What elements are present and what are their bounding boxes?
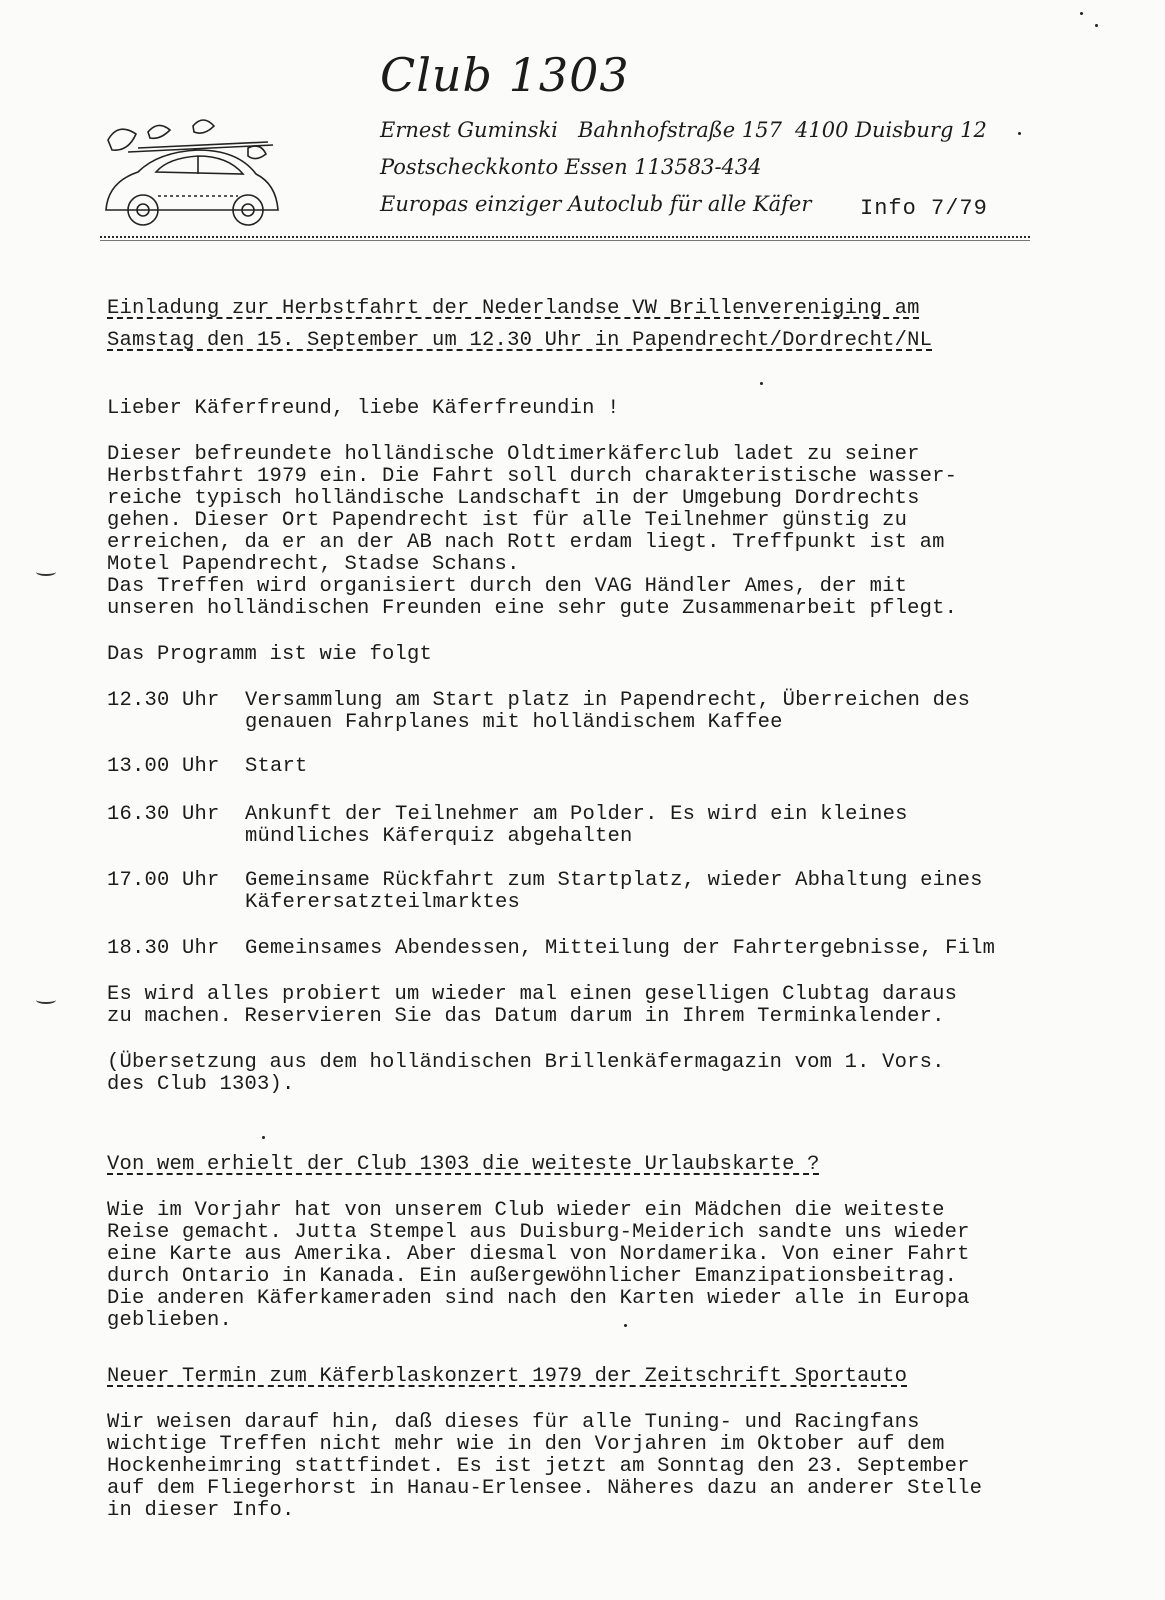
article1-heading-line1: Einladung zur Herbstfahrt der Nederlandse VW Brillenvereniging am [107, 297, 920, 320]
text-line: wichtige Treffen nicht mehr wie in den Vorjahren im Oktober auf dem [107, 1433, 945, 1456]
translation-note [107, 1052, 945, 1096]
program-intro: Das Programm ist wie folgt [107, 643, 433, 666]
article1-heading-line2: Samstag den 15. September um 12.30 Uhr in Papendrecht/Dordrecht/NL [107, 329, 933, 352]
text-line: Es wird alles probiert um wieder mal einen geselligen Clubtag daraus [107, 983, 958, 1006]
program-desc: genauen Fahrplanes mit holländischem Kaffee [245, 711, 783, 734]
text-line: des Club 1303). [107, 1073, 295, 1096]
program-desc: Gemeinsame Rückfahrt zum Startplatz, wieder Abhaltung eines [245, 869, 983, 892]
article1-closing [107, 984, 957, 1028]
text-line: erreichen, da er an der AB nach Rott erdam liegt. Treffpunkt ist am [107, 531, 945, 554]
text-line: gehen. Dieser Ort Papendrecht ist für alle Teilnehmer günstig zu [107, 509, 908, 532]
text-line: geblieben. [107, 1309, 233, 1332]
beetle-car-logo [98, 112, 283, 232]
program-desc: mündliches Käferquiz abgehalten [245, 825, 633, 848]
scan-speck [262, 1136, 265, 1139]
text-line: in dieser Info. [107, 1499, 295, 1522]
program-desc: Ankunft der Teilnehmer am Polder. Es wird ein kleines [245, 803, 908, 826]
info-number: Info 7/79 [860, 196, 988, 221]
text-line: (Übersetzung aus dem holländischen Brillenkäfermagazin vom 1. Vors. [107, 1051, 945, 1074]
letterhead-divider-solid [100, 240, 1030, 241]
text-line: unseren holländischen Freunden eine sehr gute Zusammenarbeit pflegt. [107, 597, 958, 620]
scan-mark [36, 568, 56, 576]
text-line: Die anderen Käferkameraden sind nach den Karten wieder alle in Europa [107, 1287, 970, 1310]
article3-heading: Neuer Termin zum Käferblaskonzert 1979 der Zeitschrift Sportauto [107, 1365, 908, 1388]
scan-speck [1018, 132, 1021, 135]
letterhead-name: Ernest Guminski [380, 118, 558, 142]
text-line: Hockenheimring stattfindet. Es ist jetzt am Sonntag den 23. September [107, 1455, 970, 1478]
program-desc: Gemeinsames Abendessen, Mitteilung der Fahrtergebnisse, Film [245, 937, 996, 960]
scan-speck [624, 1324, 627, 1327]
text-line: auf dem Fliegerhorst in Hanau-Erlensee. Näheres dazu an anderer Stelle [107, 1477, 983, 1500]
article1-paragraph [107, 444, 957, 620]
article3-body [107, 1412, 982, 1522]
program-time: 13.00 Uhr [107, 755, 220, 778]
letterhead-slogan: Europas einziger Autoclub für alle Käfer [380, 192, 812, 216]
article2-heading: Von wem erhielt der Club 1303 die weiteste Urlaubskarte ? [107, 1153, 820, 1176]
program-time: 17.00 Uhr [107, 869, 220, 892]
text-line: Dieser befreundete holländische Oldtimerkäferclub ladet zu seiner [107, 443, 920, 466]
letterhead-city: 4100 Duisburg 12 [795, 118, 987, 142]
text-line: Wir weisen darauf hin, daß dieses für alle Tuning- und Racingfans [107, 1411, 920, 1434]
letterhead-account: Postscheckkonto Essen 113583-434 [380, 155, 762, 179]
program-time: 16.30 Uhr [107, 803, 220, 826]
text-line: Das Treffen wird organisiert durch den VAG Händler Ames, der mit [107, 575, 908, 598]
program-desc: Käferersatzteilmarktes [245, 891, 521, 914]
text-line: Reise gemacht. Jutta Stempel aus Duisburg-Meiderich sandte uns wieder [107, 1221, 970, 1244]
text-line: Herbstfahrt 1979 ein. Die Fahrt soll durch charakteristische wasser- [107, 465, 958, 488]
scan-speck [1080, 12, 1083, 15]
text-line: zu machen. Reservieren Sie das Datum darum in Ihrem Terminkalender. [107, 1005, 945, 1028]
scan-speck [1095, 24, 1098, 27]
club-title: Club 1303 [380, 48, 630, 102]
text-line: durch Ontario in Kanada. Ein außergewöhnlicher Emanzipationsbeitrag. [107, 1265, 958, 1288]
letterhead-divider [100, 236, 1030, 238]
text-line: eine Karte aus Amerika. Aber diesmal von Nordamerika. Von einer Fahrt [107, 1243, 970, 1266]
scan-mark [36, 996, 56, 1004]
program-time: 12.30 Uhr [107, 689, 220, 712]
letterhead-street: Bahnhofstraße 157 [578, 118, 782, 142]
program-desc: Start [245, 755, 308, 778]
text-line: Motel Papendrecht, Stadse Schans. [107, 553, 520, 576]
program-time: 18.30 Uhr [107, 937, 220, 960]
program-desc: Versammlung am Start platz in Papendrecht, Überreichen des [245, 689, 971, 712]
article2-body [107, 1200, 970, 1332]
text-line: reiche typisch holländische Landschaft in der Umgebung Dordrechts [107, 487, 920, 510]
scan-speck [760, 382, 763, 385]
greeting: Lieber Käferfreund, liebe Käferfreundin ! [107, 397, 620, 420]
text-line: Wie im Vorjahr hat von unserem Club wieder ein Mädchen die weiteste [107, 1199, 945, 1222]
